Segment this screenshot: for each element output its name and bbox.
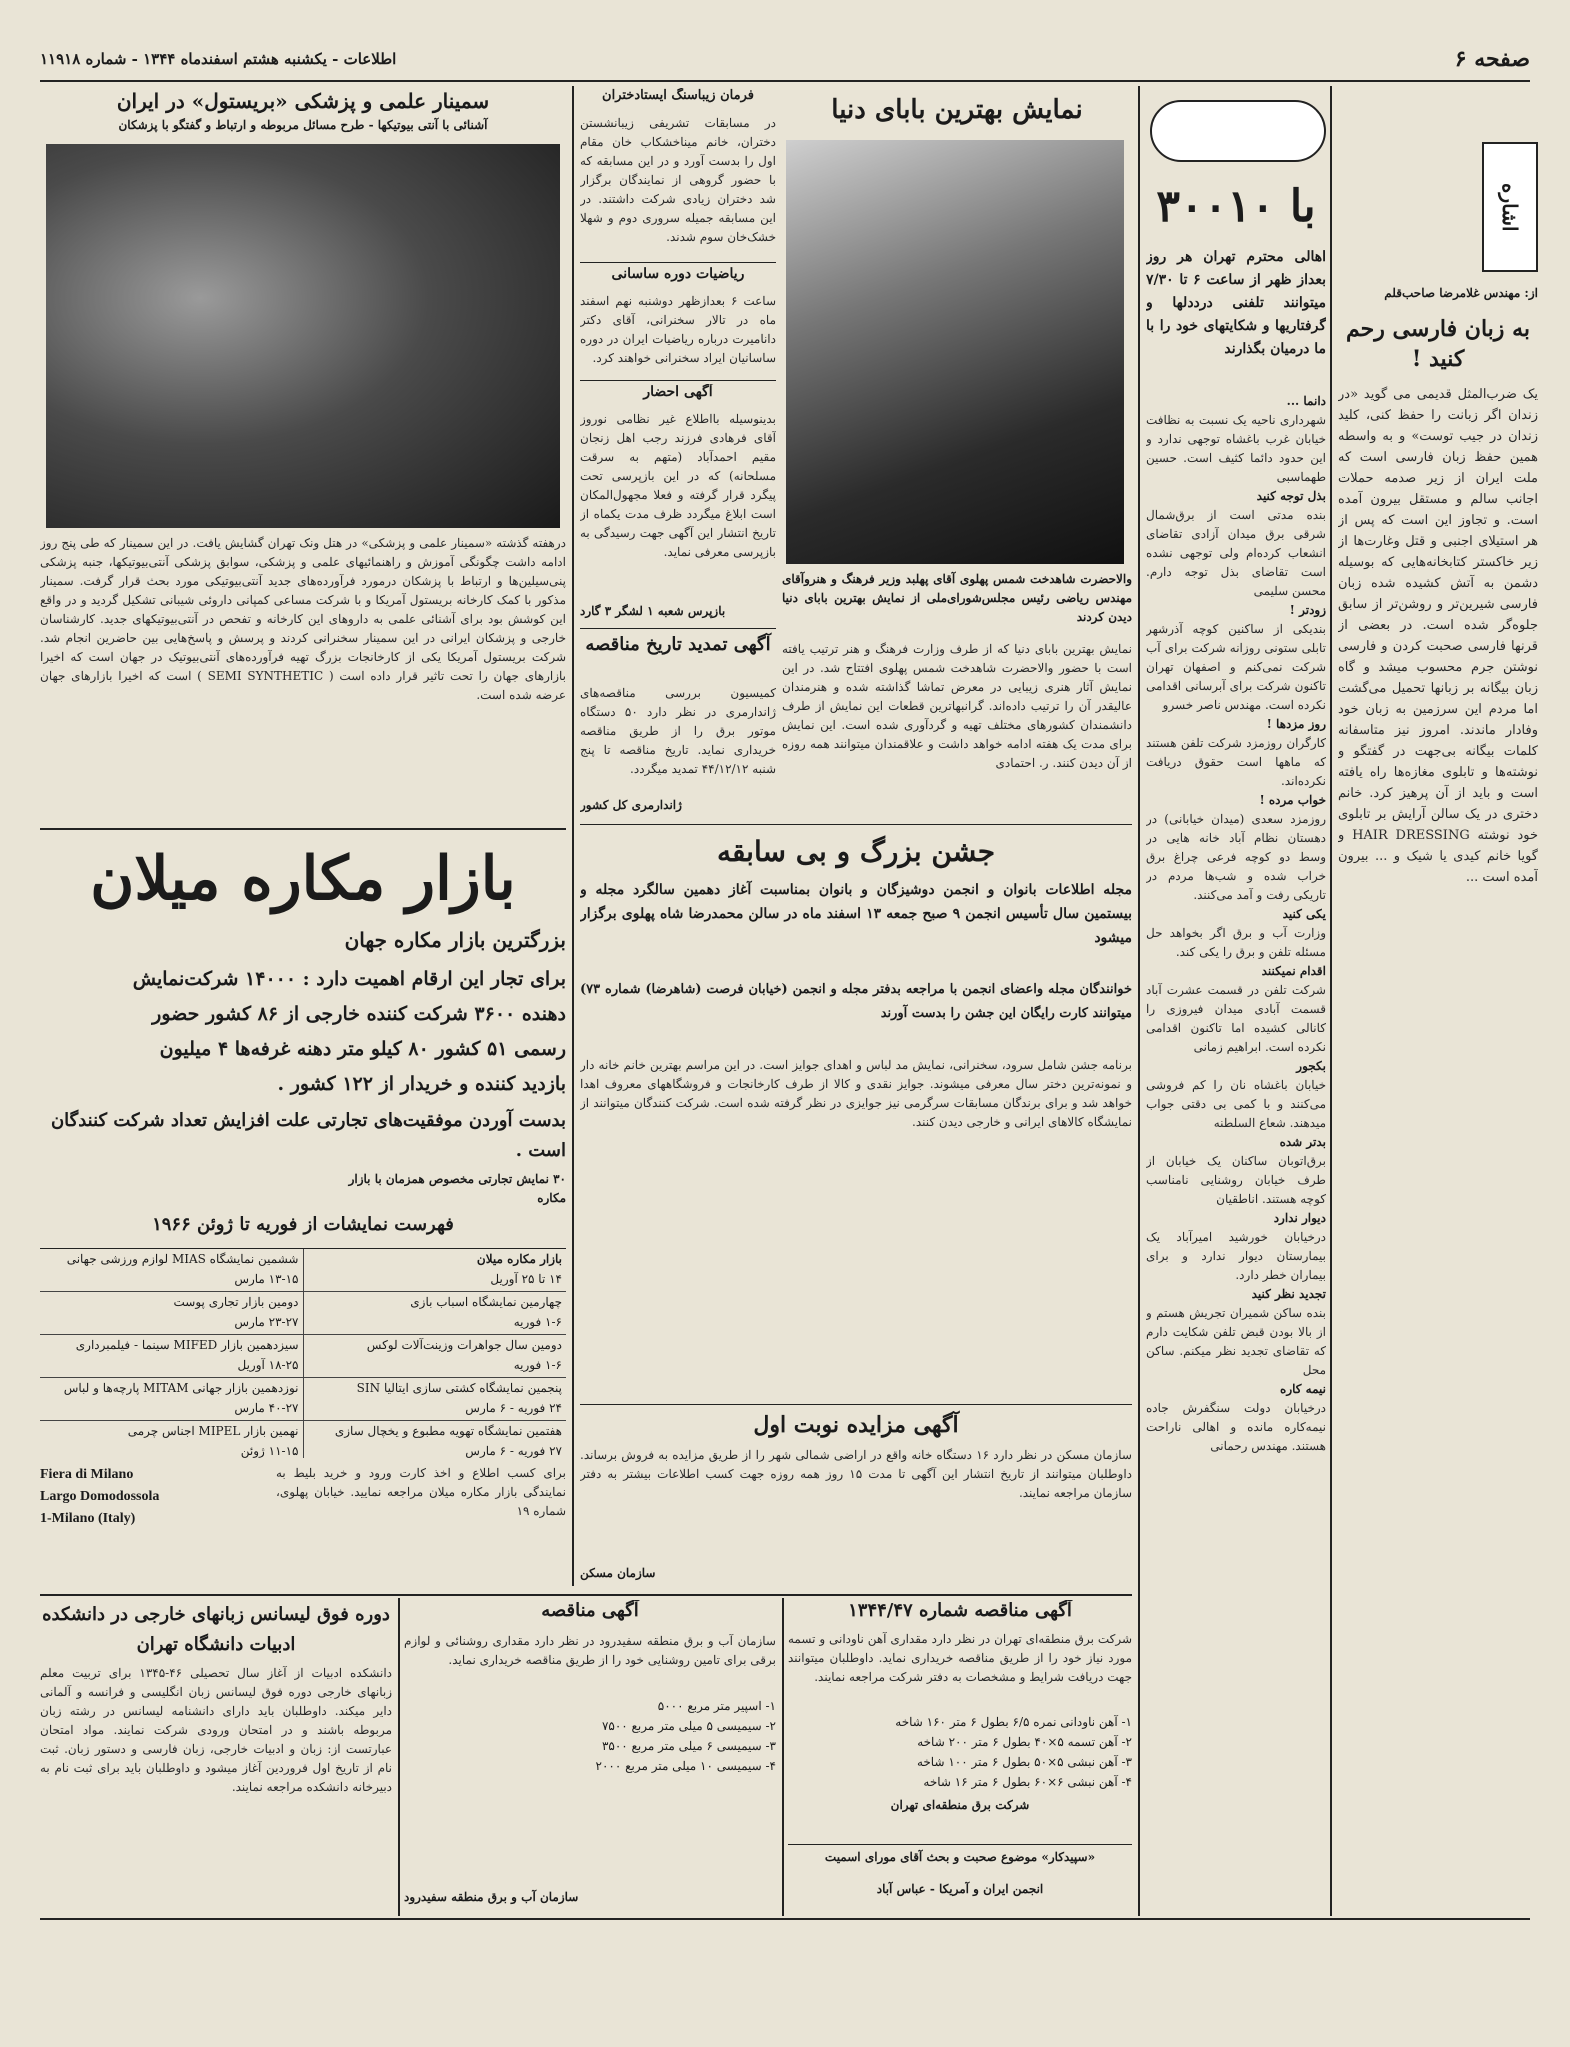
- university-body: دانشکده ادبیات از آغاز سال تحصیلی ۴۶-۱۳۴۵ برای تربیت معلم زبانهای خارجی دوره فوق لیسانس زبان انگلیسی و فرانسه و آلمانی دایر میکند. داوطلبان باید دارای دانشنامه لیسانس در رشته زبان مربوطه باشند و در امتحان ورودی شرکت نمایند. مواد امتحان عبارتست از: زبان و ادبیات خارجی، زبان فارسی و دستور زبان. ثبت نام از تاریخ اول فروردین آغاز میشود و داوطلبان باید برای ثبت نام به دبیرخانه دانشکده مراجعه نمایند.: [40, 1666, 392, 1794]
- milan-row: [40, 1292, 566, 1335]
- university-notice: [40, 1600, 392, 1914]
- tender-numbered-items: [788, 1712, 1132, 1792]
- seminar-body: درهفته گذشته «سمینار علمی و پزشکی» در هتل ونک تهران گشایش یافت. در این سمینار که طی پنج روز ادامه داشت چگونگی آموزش و راهنمائیهای علمی و پزشکی، سوابق پزشکی آنتی‌بیوتیکها، جنبه پزشکی پنی‌سیلین‌ها و ارتباط با پزشکان درمورد فرآورده‌های جدید آنتی‌بیوتیکی مورد بحث قرار گرفت. سمینار مذکور با کمک کارخانه بریستول آمریکا و با شرکت مساعی کمپانی داروئی شیبانی تشکیل گردید و در واقع این کوشش بود برای آشنائی علمی به داروهای این کارخانه و تفحص در آنتی‌بیوتیکهای جدید. کارشناسان خارجی و پزشکان ایرانی در این سمینار سخنرانی کردند و پرسش و پاسخ‌هایی بین حاضرین انجام شد. شرکت بریستول آمریکا یکی از کارخانجات بزرگ تهیه فرآورده‌های آنتی‌بیوتیک در جهان است که اخیرا بازارهای جهان را تحت تاثیر قرار داده است ( SEMI SYNTHETIC ) است که اخیرا بازارهای جهان عرضه شده است.: [40, 536, 566, 702]
- milan-row: [40, 1335, 566, 1378]
- beauty-article: [580, 88, 776, 258]
- tender-item: ۳- آهن نبشی ۵×۵۰ بطول ۶ متر ۱۰۰ شاخه: [916, 1755, 1132, 1769]
- phone-item: [1146, 715, 1326, 791]
- phone-item-title: نیمه کاره: [1280, 1382, 1326, 1396]
- phone-item-title: تجدید نظر کنید: [1251, 1287, 1326, 1301]
- tender-water-footer: سازمان آب و برق منطقه سفیدرود: [404, 1890, 579, 1904]
- milan-row-right: بازار مکاره میلان: [476, 1252, 562, 1266]
- summons-headline: آگهی احضار: [643, 384, 713, 400]
- expo-caption: والاحضرت شاهدخت شمس پهلوی آقای پهلبد وزیر فرهنگ و هنروآقای مهندس ریاضی رئیس مجلس‌شورای‌ملی از نمایش بهترین بابای دنیا دیدن کردند: [782, 572, 1132, 624]
- milan-summary: بدست آوردن موفقیت‌های تجارتی علت افزایش تعداد شرکت کنندگان است .: [50, 1110, 566, 1161]
- phone-item: [1146, 487, 1326, 601]
- milan-figures: [40, 962, 566, 1102]
- section-rule: [40, 828, 566, 830]
- math-article: [580, 266, 776, 376]
- milan-figure-line: دهنده ۳۶۰۰ شرکت کننده خارجی از ۸۶ کشور حضور: [152, 1003, 566, 1025]
- tender-water-items: [404, 1696, 776, 1780]
- phone-item-text: برق‌اتوبان ساکنان یک خیابان از طرف خیابان روشنایی نامناسب کوچه هستند. اناطقیان: [1146, 1154, 1326, 1206]
- phone-item-text: شرکت تلفن در قسمت عشرت آباد قسمت آبادی میدان فیروزی را کانالی کشیده اما تاکنون اقدامی نکرده است. ابراهیم زمانی: [1146, 983, 1326, 1054]
- column-logo-text: اشاره: [1498, 182, 1522, 232]
- section-rule: [580, 824, 1132, 825]
- tender-item: ۱- اسپیر متر مربع ۵۰۰۰: [657, 1699, 776, 1713]
- milan-row: [40, 1378, 566, 1421]
- summons-notice: [580, 384, 776, 624]
- bottom-rule: [40, 1918, 1530, 1920]
- tender-extension-footer: ژاندارمری کل کشور: [580, 798, 682, 812]
- phone-item-text: درخیابان خورشید امیرآباد یک بیمارستان دیوار ندارد و برای بیماران خطر دارد.: [1146, 1230, 1326, 1282]
- phone-item: [1146, 962, 1326, 1057]
- phone-items: [1146, 392, 1326, 1902]
- expo-headline: نمایش بهترین بابای دنیا: [831, 95, 1083, 125]
- column-logo: [1482, 142, 1538, 272]
- phone-item: [1146, 1380, 1326, 1456]
- milan-row-date-right: ۲۴ فوریه - ۶ مارس: [465, 1401, 562, 1415]
- milan-row-right: چهارمین نمایشگاه اسباب بازی: [410, 1295, 562, 1309]
- phone-item: [1146, 905, 1326, 962]
- university-headline: دوره فوق لیسانس زبانهای خارجی در دانشکده ادبیات دانشگاه تهران: [42, 1604, 390, 1655]
- phone-item-text: روزمزد سعدی (میدان خیابانی) در دهستان نظام آباد خانه هایی در وسط دو کوچه فرعی چراغ برق خراب شده و شب‌ها مردم در تاریکی رفت و آمد می‌کنند.: [1146, 812, 1326, 902]
- phone-item: [1146, 791, 1326, 905]
- milan-address-line: 1-Milano (Italy): [40, 1511, 136, 1526]
- section-rule: [580, 1404, 1132, 1405]
- milan-row-date-right: ۲۷ فوریه - ۶ مارس: [465, 1444, 562, 1458]
- tender-numbered-headline: آگهی مناقصه شماره ۱۳۴۴/۴۷: [848, 1600, 1072, 1621]
- math-body: ساعت ۶ بعدازظهر دوشنبه نهم اسفند ماه در تالار سخنرانی، آقای دکتر دانامیرت درباره ریاضیات ایران در دوره ساسانیان ایراد سخنرانی خواهند کرد.: [580, 294, 776, 365]
- section-rule: [40, 1594, 1132, 1596]
- column-rule: [572, 86, 574, 1586]
- tender-numbered-footer: شرکت برق منطقه‌ای تهران: [890, 1798, 1030, 1812]
- milan-row: [40, 1421, 566, 1458]
- milan-row-date-left: ۱۱-۱۵ ژوئن: [240, 1444, 299, 1458]
- phone-item-title: خواب مرده !: [1259, 793, 1326, 807]
- seminar-article: [40, 86, 566, 822]
- tender-water-body: سازمان آب و برق منطقه سفیدرود در نظر دارد مقداری روشنائی و لوازم برقی برای تامین روشنایی خود را از طریق مناقصه خریداری نماید.: [404, 1634, 776, 1667]
- milan-row-date-right: ۱-۶ فوریه: [513, 1315, 562, 1329]
- phone-item: [1146, 601, 1326, 715]
- tender-numbered: [788, 1600, 1132, 1840]
- milan-table: [40, 1248, 566, 1458]
- section-rule: [580, 380, 776, 381]
- milan-note: ۳۰ نمایش تجارتی مخصوص همزمان با بازار مکاره: [348, 1172, 566, 1205]
- phone-item: [1146, 1285, 1326, 1380]
- beauty-headline: فرمان زیباسنگ ایستادختران: [602, 88, 754, 103]
- phone-item-text: بندیکی از ساکنین کوچه آذرشهر تابلی ستونی روزانه شرکت برای آب شرکت نمی‌کنم و اصفهان تهران تاکنون شرکت برای آبرسانی اقدامی نکرده است. مهندس ناصر خسرو: [1146, 622, 1326, 712]
- beauty-body: در مسابقات تشریفی زیبانشستن دختران، خانم میناخشکاب خان مقام اول را بدست آورد و در این مسابقه که با حضور گروهی از نمایندگان برگزار شد دختران زیادی شرکت داشتند. در این مسابقه جمیله سروری دوم و شهلا خشک‌خان سوم شدند.: [580, 116, 776, 244]
- milan-address: [40, 1464, 260, 1534]
- phone-item: [1146, 1133, 1326, 1209]
- celebration-sub: خوانندگان مجله واعضای انجمن با مراجعه بدفتر مجله و انجمن (خیابان فرصت (شاهرضا) شماره ۷۳) میتوانند کارت رایگان این جشن را بدست آورند: [580, 982, 1132, 1021]
- milan-row-left: سیزدهمین بازار MIFED سینما - فیلمبرداری: [75, 1338, 299, 1352]
- column-rule: [1330, 86, 1332, 1916]
- celebration-body: برنامه جشن شامل سرود، سخنرانی، نمایش مد لباس و اهدای جوایز است. در این مراسم بهترین خانم خانه دار و نمونه‌ترین دختر سال معرفی میشوند. جوایز نقدی و کالا از طرف کارخانجات و فروشگاههای معروف اهدا خواهد شد و برای برندگان مسابقات سرگرمی نیز جوایزی در نظر گرفته شده است. شرکت کنندگان میتوانند از نمایشگاه کالاهای ایرانی و خارجی دیدن کنند.: [580, 1058, 1132, 1129]
- milan-figure-line: برای تجار این ارقام اهمیت دارد : ۱۴۰۰۰ شرکت‌نمایش: [132, 968, 566, 990]
- milan-address-line: Largo Domodossola: [40, 1489, 160, 1504]
- phone-item: [1146, 392, 1326, 487]
- phone-item-title: بکجور: [1296, 1059, 1326, 1073]
- milan-row-right: پنجمین نمایشگاه کشتی سازی ایتالیا SIN: [356, 1381, 562, 1395]
- column-rule: [1138, 86, 1140, 1916]
- phone-logo: [1150, 100, 1326, 162]
- auction-body: سازمان مسکن در نظر دارد ۱۶ دستگاه خانه واقع در اراضی شمالی شهر را از طریق مزایده به فروش برساند. داوطلبان میتوانند از تاریخ انتشار این آگهی تا مدت ۱۵ روز همه روزه جهت کسب اطلاعات بیشتر به دفتر سازمان مراجعه نمایند.: [580, 1448, 1132, 1500]
- phone-item: [1146, 1209, 1326, 1285]
- expo-article: [782, 88, 1132, 818]
- column-body: یک ضرب‌المثل قدیمی می گوید «در زندان اگر زبانت را حفظ کنی، کلید زندان در جیب توست» و به واسطه همین حفظ زبان فارسی است که ملت ایران از زیر صدمه حملات اجانب سالم و مستقل بیرون آمده است. و تجاوز این است که پس از هر استیلای اجنبی و قتل وغارت‌ها از زیر خاکستر کتابخانه‌هایی که بوسیله دشمن به آتش کشیده شده زبان فارسی شیرین‌تر و روشن‌تر از سابق جلوه‌گر شده است. در بعضی از قرنها فارسی صحبت کردن و فارسی نوشتن جرم محسوب میشد و گاه زبان بیگانه بر زبانها تحمیل می‌گشت اما مردم این سرزمین به زبان خود وفادار ماندند. امروز نیز متاسفانه کلمات بیگانه بی‌جهت در گفتگو و نوشته‌ها و تابلوی مغازه‌ها راه یافته است و باید از آن پرهیز کرد. خانم دختری در یک سالن آرایش بر تابلوی خود نوشته HAIR DRESSING و گویا خانم کیدی یا شیک و ... بیرون آمده است ...: [1338, 387, 1538, 885]
- auction-notice: [580, 1408, 1132, 1588]
- celebration-lead: مجله اطلاعات بانوان و انجمن دوشیزگان و بانوان بمناسبت آغاز دهمین سالگرد مجله و بیستمین سال تأسیس انجمن ۹ صبح جمعه ۱۳ اسفند ماه در سالن محمدرضا شاه پهلوی برگزار میشود: [580, 882, 1132, 946]
- phone-column: [1146, 92, 1326, 1912]
- phone-item-text: بنده ساکن شمیران تجریش هستم و از بالا بودن قبض تلفن شکایت دارم که تقاضای تجدید نظر میکنم. ساکن محل: [1146, 1306, 1326, 1377]
- section-rule: [580, 262, 776, 263]
- milan-headline: بازار مکاره میلان: [90, 844, 516, 914]
- milan-subhead: بزرگترین بازار مکاره جهان: [344, 928, 566, 952]
- milan-figure-line: رسمی ۵۱ کشور ۸۰ کیلو متر دهنه غرفه‌ها ۴ میلیون: [159, 1038, 566, 1060]
- expo-body: نمایش بهترین بابای دنیا که از طرف وزارت فرهنگ و هنر ترتیب یافته است با حضور والاحضرت شاهدخت شمس پهلوی افتتاح شد. در این نمایش آثار هنری زیبایی در معرض تماشا گذاشته شده و هنرمندان عالیقدر آن را ترتیب داده‌اند. گرانبهاترین قطعات این نمایش از طرف دانشمندان کشورهای مختلف تهیه و گردآوری شده است. این نمایش برای مدت یک هفته ادامه خواهد داشت و علاقمندان میتوانند همه روزه از آن دیدن کنند. ر. احتمادی: [782, 642, 1132, 770]
- tender-water-headline: آگهی مناقصه: [541, 1600, 639, 1621]
- tender-extension-body: کمیسیون بررسی مناقصه‌های ژاندارمری در نظر دارد ۵۰ دستگاه موتور برق را از طریق مناقصه خریداری نماید. تاریخ مناقصه تا پنج شنبه ۴۴/۱۲/۱۲ تمدید میگردد.: [580, 686, 776, 776]
- phone-item-title: روز مزدها !: [1266, 717, 1326, 731]
- issue-line: اطلاعات - یکشنبه هشتم اسفندماه ۱۳۴۴ - شماره ۱۱۹۱۸: [40, 50, 397, 68]
- phone-item-text: شهرداری ناحیه یک نسبت به نظافت خیابان غرب باغشاه توجهی ندارد و این حدود دائما کثیف است. حسین طهماسبی: [1146, 413, 1326, 484]
- byline: از: مهندس غلامرضا صاحب‌قلم: [1384, 286, 1538, 300]
- column-headline: به زبان فارسی رحم کنید !: [1346, 316, 1530, 372]
- expo-photo: [786, 140, 1124, 564]
- milan-address-line: Fiera di Milano: [40, 1467, 134, 1482]
- tender-water: [404, 1600, 776, 1914]
- phone-item-text: بنده مدتی است از برق‌شمال شرقی برق میدان آزادی تقاضای انشعاب کرده‌ام ولی توجهی نشده است تقاضای بذل توجه دارم. محسن سلیمی: [1146, 508, 1326, 598]
- tender-item: ۴- سیمیسی ۱۰ میلی متر مربع ۲۰۰۰: [595, 1759, 776, 1773]
- phone-item-title: زودتر !: [1289, 603, 1326, 617]
- phone-item-text: وزارت آب و برق اگر بخواهد حل مسئله تلفن و برق را یکی کند.: [1146, 926, 1326, 959]
- milan-row-left: دومین بازار تجاری پوست: [173, 1295, 299, 1309]
- milan-table-title: فهرست نمایشات از فوریه تا ژوئن ۱۹۶۶: [152, 1214, 454, 1235]
- milan-row-left: نهمین بازار MIPEL اجناس چرمی: [127, 1424, 299, 1438]
- lecture-line-2: انجمن ایران و آمریکا - عباس آباد: [876, 1882, 1044, 1896]
- tender-numbered-body: شرکت برق منطقه‌ای تهران در نظر دارد مقداری آهن ناودانی و تسمه مورد نیاز خود را از طریق مناقصه خریداری نماید. داوطلبان میتوانند جهت دریافت شرایط و مشخصات به دفتر شرکت مراجعه نمایند.: [788, 1632, 1132, 1684]
- phone-item-text: درخیابان دولت سنگفرش جاده نیمه‌کاره مانده و اهالی ناراحت هستند. مهندس رحمانی: [1146, 1401, 1326, 1453]
- milan-row-date-left: ۱۸-۲۵ آوریل: [237, 1358, 299, 1372]
- auction-headline: آگهی مزایده نوبت اول: [753, 1412, 959, 1438]
- milan-row-left: ششمین نمایشگاه MIAS لوازم ورزشی جهانی: [66, 1252, 299, 1266]
- lecture-notice: [788, 1848, 1132, 1914]
- phone-headline: با ۳۰۰۱۰: [1156, 181, 1316, 232]
- seminar-headline: سمینار علمی و پزشکی «بریستول» در ایران: [116, 89, 490, 113]
- phone-item-title: دانما ...: [1286, 394, 1326, 408]
- tender-extension-headline: آگهی تمدید تاریخ مناقصه: [585, 634, 771, 655]
- phone-item-title: دیوار ندارد: [1273, 1211, 1326, 1225]
- summons-footer: بازپرس شعبه ۱ لشگر ۳ گارد: [580, 604, 726, 618]
- seminar-photo: [46, 144, 560, 528]
- math-headline: ریاضیات دوره ساسانی: [611, 266, 745, 282]
- milan-row-right: دومین سال جواهرات وزینت‌آلات لوکس: [366, 1338, 562, 1352]
- phone-item: [1146, 1057, 1326, 1133]
- phone-intro: اهالی محترم تهران هر روز بعداز ظهر از ساعت ۶ تا ۷/۳۰ میتوانند تلفنی درددلها و گرفتاریها و شکایتهای خود را با ما درمیان بگذارند: [1146, 249, 1326, 357]
- milan-figure-line: بازدید کننده و خریدار از ۱۲۲ کشور .: [277, 1073, 566, 1095]
- masthead-rule: [40, 80, 1530, 82]
- section-rule: [580, 628, 776, 629]
- section-rule: [788, 1844, 1132, 1845]
- phone-item-title: اقدام نمیکنند: [1261, 964, 1326, 978]
- tender-item: ۴- آهن نبشی ۶×۶۰ بطول ۶ متر ۱۶ شاخه: [923, 1775, 1132, 1789]
- tender-item: ۲- آهن تسمه ۵×۴۰ بطول ۶ متر ۲۰۰ شاخه: [917, 1735, 1132, 1749]
- phone-item-text: کارگران روزمزد شرکت تلفن هستند که ماهها است حقوق دریافت نکرده‌اند.: [1146, 736, 1326, 788]
- milan-row-date-left: ۱۳-۱۵ مارس: [234, 1272, 299, 1286]
- masthead: [0, 42, 1570, 82]
- milan-row-date-right: ۱۴ تا ۲۵ آوریل: [490, 1272, 562, 1286]
- milan-row: [40, 1249, 566, 1292]
- lecture-line-1: «سپیدکار» موضوع صحبت و بحث آقای مورای اسمیت: [824, 1850, 1096, 1864]
- celebration-article: [580, 830, 1132, 1400]
- milan-row-right: هفتمین نمایشگاه تهویه مطبوع و یخچال سازی: [334, 1424, 562, 1438]
- phone-item-title: بدتر شده: [1279, 1135, 1326, 1149]
- milan-ad: [40, 834, 566, 1594]
- tender-item: ۱- آهن ناودانی نمره ۶/۵ بطول ۶ متر ۱۶۰ شاخه: [895, 1715, 1132, 1729]
- milan-row-date-left: ۲۳-۲۷ مارس: [234, 1315, 299, 1329]
- milan-row-left: نوزدهمین بازار جهانی MITAM پارچه‌ها و لباس: [63, 1381, 299, 1395]
- summons-body: بدینوسیله بااطلاع غیر نظامی نوروز آقای فرهادی فرزند رجب اهل زنجان مقیم احمدآباد (متهم به سرقت مسلحانه) که در این بازپرسی تحت پیگرد قرار گرفته و فعلا مجهول‌المکان است ابلاغ میگردد ظرف مدت یکماه از تاریخ انتشار این آگهی جهت رسیدگی به بازپرسی معرفی نماید.: [580, 412, 776, 559]
- tender-item: ۲- سیمیسی ۵ میلی متر مربع ۷۵۰۰: [601, 1719, 776, 1733]
- celebration-headline: جشن بزرگ و بی سابقه: [716, 835, 996, 868]
- auction-footer: سازمان مسکن: [580, 1566, 656, 1580]
- milan-row-date-right: ۱-۶ فوریه: [513, 1358, 562, 1372]
- column-rule: [782, 1598, 784, 1916]
- page-label: صفحه ۶: [1454, 46, 1530, 72]
- column-rule: [398, 1598, 400, 1916]
- phone-item-text: خیابان باغشاه نان را کم فروشی می‌کنند و با کمی بی دقتی جواب میدهند. شعاع السلطنه: [1146, 1078, 1326, 1130]
- milan-contact: برای کسب اطلاع و اخذ کارت ورود و خرید بلیط به نمایندگی بازار مکاره میلان مراجعه نمایید. خیابان پهلوی، شماره ۱۹: [276, 1466, 566, 1518]
- tender-extension: [580, 632, 776, 818]
- seminar-subhead: آشنائی با آنتی بیوتیکها - طرح مسائل مربوطه و ارتباط و گفتگو با پزشکان: [118, 118, 488, 132]
- opinion-column: [1338, 92, 1538, 1912]
- phone-item-title: یکی کنید: [1282, 907, 1326, 921]
- tender-item: ۳- سیمیسی ۶ میلی متر مربع ۳۵۰۰: [601, 1739, 776, 1753]
- milan-row-date-left: ۴۰-۲۷ مارس: [234, 1401, 299, 1415]
- phone-item-title: بذل توجه کنید: [1256, 489, 1326, 503]
